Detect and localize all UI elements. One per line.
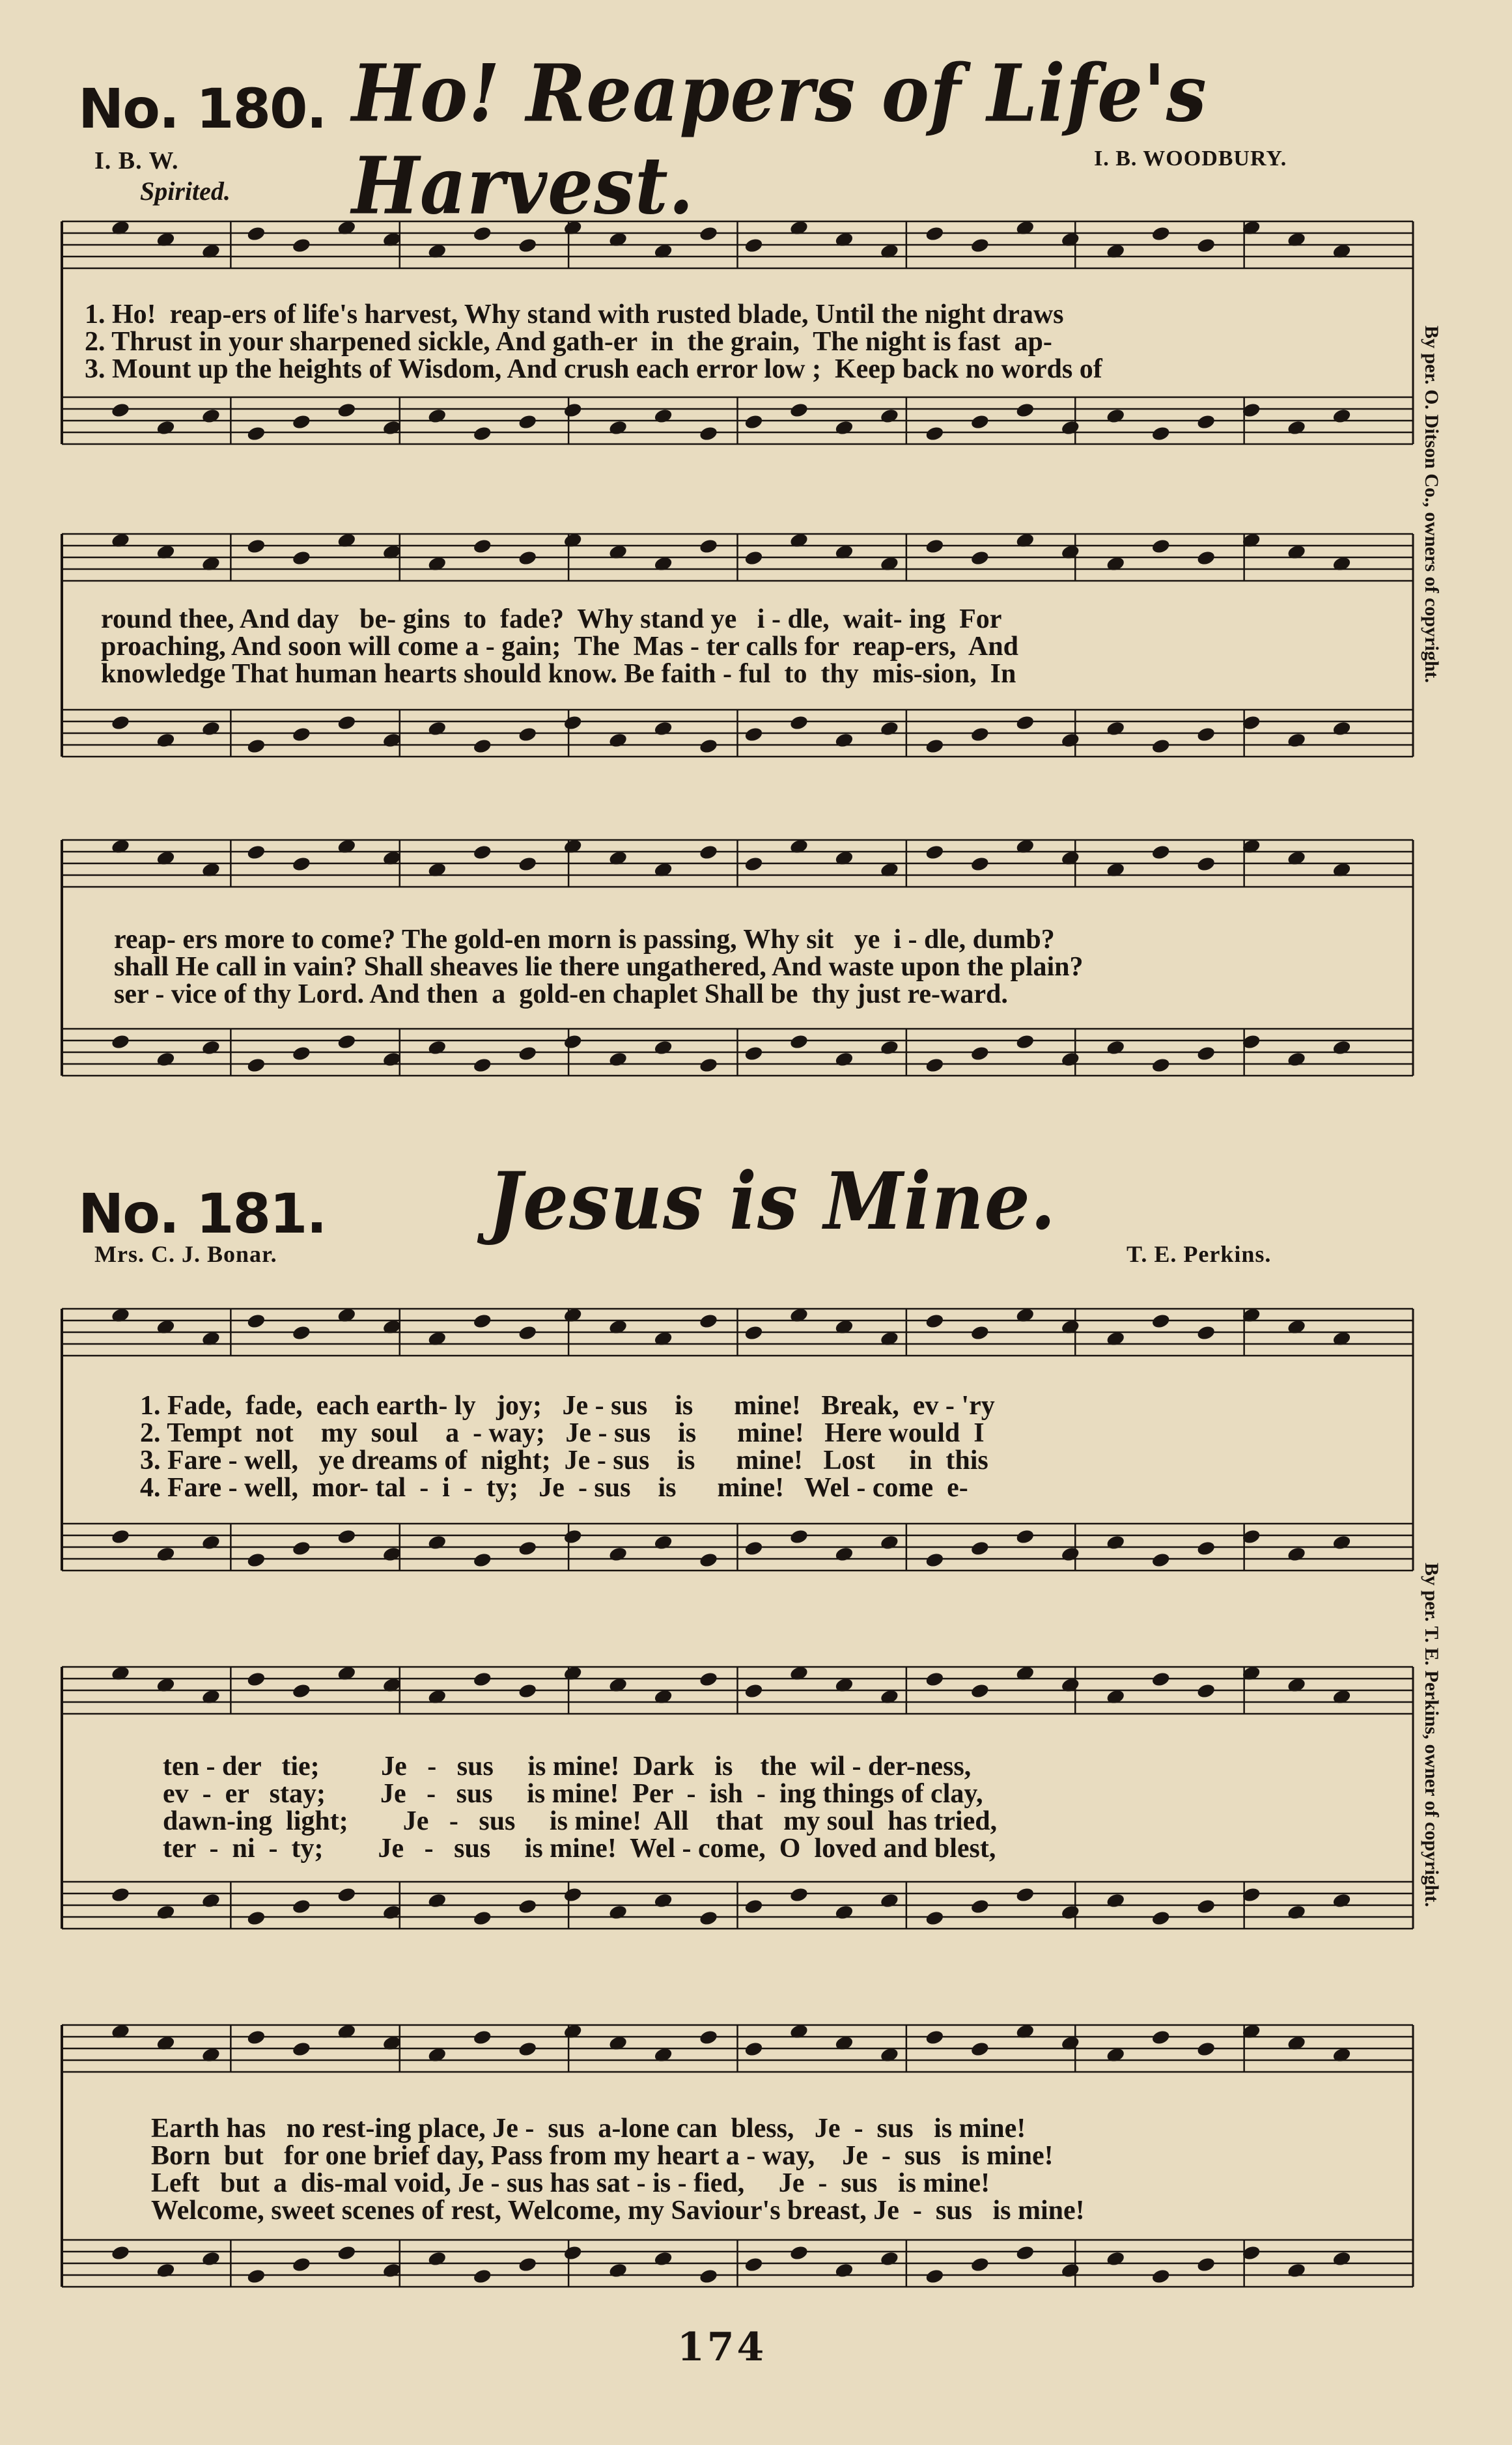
note-head [156, 2262, 176, 2279]
note-head [472, 1552, 492, 1569]
note-head [246, 225, 266, 242]
note-head [1196, 1540, 1216, 1557]
note-head [834, 419, 854, 436]
note-head [246, 425, 266, 442]
note-head [518, 2041, 538, 2058]
note-head [1151, 1057, 1171, 1074]
note-head [1060, 732, 1080, 749]
note-head [292, 550, 312, 566]
note-head [337, 714, 357, 731]
note-head [970, 1045, 990, 1062]
note-head [1196, 1898, 1216, 1915]
note-head [472, 425, 492, 442]
note-head [292, 2041, 312, 2058]
note-head [1196, 413, 1216, 430]
hymn-181-lyric-line: dawn-ing light; Je - sus is mine! All that my soul has tried, [163, 1806, 998, 1836]
note-head [970, 1898, 990, 1915]
note-head [382, 1051, 402, 1068]
note-head [1332, 720, 1352, 737]
note-head [292, 237, 312, 254]
note-head [292, 413, 312, 430]
note-head [337, 1033, 357, 1050]
note-head [563, 714, 583, 731]
note-head [1287, 1546, 1307, 1563]
note-head [201, 2250, 221, 2267]
note-head [246, 1552, 266, 1569]
note-head [472, 1910, 492, 1927]
note-head [699, 738, 719, 755]
note-head [1332, 1892, 1352, 1909]
note-head [246, 1313, 266, 1330]
note-head [201, 720, 221, 737]
note-head [789, 714, 809, 731]
hymn-180-lyricist: I. B. W. [94, 147, 179, 175]
note-head [156, 1546, 176, 1563]
note-head [925, 1910, 945, 1927]
note-head [1196, 1045, 1216, 1062]
note-head [1196, 2256, 1216, 2273]
note-head [337, 402, 357, 419]
note-head [1151, 738, 1171, 755]
note-head [337, 2244, 357, 2261]
note-head [880, 720, 900, 737]
hymn-180-tempo: Spirited. [140, 176, 231, 206]
note-head [925, 2029, 945, 2046]
hymn-181-title: Jesus is Mine. [488, 1154, 1056, 1248]
note-head [1196, 1324, 1216, 1341]
note-head [744, 237, 764, 254]
note-head [518, 2256, 538, 2273]
note-head [653, 1039, 673, 1056]
note-head [246, 844, 266, 861]
note-head [111, 1886, 131, 1903]
page-number: 174 [677, 2325, 767, 2370]
note-head [1151, 2029, 1171, 2046]
note-head [699, 844, 719, 861]
note-head [1060, 419, 1080, 436]
note-head [427, 2250, 447, 2267]
note-head [292, 726, 312, 743]
note-head [653, 408, 673, 425]
hymn-180-lyric-line: ser - vice of thy Lord. And then a gold-en chaplet Shall be thy just re-ward. [114, 979, 1008, 1009]
note-head [653, 1534, 673, 1551]
note-head [834, 2262, 854, 2279]
hymn-181-lyricist: Mrs. C. J. Bonar. [94, 1241, 277, 1267]
note-head [1287, 2262, 1307, 2279]
note-head [563, 402, 583, 419]
note-head [789, 2244, 809, 2261]
note-head [608, 2262, 628, 2279]
hymn-181-lyric-line: 3. Fare - well, ye dreams of night; Je - sus is mine! Lost in this [140, 1446, 988, 1475]
hymn-180-copyright: By per. O. Ditson Co., owners of copyright. [1421, 326, 1442, 683]
note-head [1106, 1892, 1126, 1909]
note-head [1106, 1039, 1126, 1056]
note-head [1151, 1671, 1171, 1688]
note-head [925, 1552, 945, 1569]
hymn-181-lyric-line: Left but a dis-mal void, Je - sus has sat - is - fied, Je - sus is mine! [151, 2168, 990, 2198]
hymn-181-lyric-line: ten - der tie; Je - sus is mine! Dark is the wil - der-ness, [163, 1752, 972, 1781]
hymn-181-lyric-line: ter - ni - ty; Je - sus is mine! Wel - come, O loved and blest, [163, 1834, 996, 1864]
note-head [970, 726, 990, 743]
note-head [472, 844, 492, 861]
note-head [472, 538, 492, 555]
hymn-180-composer: I. B. WOODBURY. [1094, 147, 1287, 171]
note-head [925, 1671, 945, 1688]
note-head [1196, 1683, 1216, 1699]
note-head [518, 1540, 538, 1557]
note-head [1196, 237, 1216, 254]
hymn-180-lyric-line: 1. Ho! reap-ers of life's harvest, Why stand with rusted blade, Until the night draws [85, 300, 1064, 329]
note-head [156, 419, 176, 436]
note-head [1332, 408, 1352, 425]
note-head [834, 1051, 854, 1068]
hymn-180-lyric-line: 3. Mount up the heights of Wisdom, And crush each error low ; Keep back no words of [85, 354, 1102, 384]
note-head [246, 1671, 266, 1688]
hymn-180-lyric-line: shall He call in vain? Shall sheaves lie there ungathered, And waste upon the plain? [114, 952, 1084, 982]
note-head [382, 732, 402, 749]
note-head [834, 1904, 854, 1921]
note-head [699, 1552, 719, 1569]
note-head [563, 1528, 583, 1545]
note-head [1151, 2268, 1171, 2285]
note-head [699, 1671, 719, 1688]
hymn-180-title: Ho! Reapers of Life's Harvest. [352, 47, 1207, 232]
hymn-180-lyric-line: 2. Thrust in your sharpened sickle, And gath-er in the grain, The night is fast ap- [85, 327, 1052, 357]
note-head [789, 1886, 809, 1903]
hymn-181-number: No. 181. [78, 1182, 326, 1246]
note-head [608, 1546, 628, 1563]
hymn-180-lyric-line: reap- ers more to come? The gold-en morn is passing, Why sit ye i - dle, dumb? [114, 925, 1055, 955]
note-head [744, 1324, 764, 1341]
note-head [925, 425, 945, 442]
note-head [1196, 2041, 1216, 2058]
note-head [382, 1904, 402, 1921]
note-head [880, 1039, 900, 1056]
note-head [427, 1534, 447, 1551]
note-head [156, 1904, 176, 1921]
note-head [382, 1546, 402, 1563]
note-head [518, 1898, 538, 1915]
note-head [970, 2256, 990, 2273]
note-head [111, 2244, 131, 2261]
note-head [880, 1534, 900, 1551]
note-head [518, 1324, 538, 1341]
note-head [880, 2250, 900, 2267]
note-head [1106, 720, 1126, 737]
note-head [201, 1534, 221, 1551]
note-head [563, 1033, 583, 1050]
note-head [925, 1313, 945, 1330]
note-head [111, 1033, 131, 1050]
note-head [156, 1051, 176, 1068]
hymn-181-lyric-line: 1. Fade, fade, each earth- ly joy; Je - sus is mine! Break, ev - 'ry [140, 1391, 995, 1421]
note-head [653, 2250, 673, 2267]
hymn-181-lyric-line: ev - er stay; Je - sus is mine! Per - ish - ing things of clay, [163, 1779, 983, 1809]
note-head [925, 844, 945, 861]
note-head [292, 2256, 312, 2273]
note-head [292, 1045, 312, 1062]
note-head [925, 2268, 945, 2285]
note-head [1196, 856, 1216, 873]
note-head [111, 1528, 131, 1545]
note-head [337, 1886, 357, 1903]
note-head [472, 1671, 492, 1688]
note-head [1151, 425, 1171, 442]
note-head [1060, 1546, 1080, 1563]
note-head [608, 732, 628, 749]
note-head [789, 1528, 809, 1545]
note-head [744, 1683, 764, 1699]
note-head [246, 538, 266, 555]
hymn-181-lyric-line: Welcome, sweet scenes of rest, Welcome, my Saviour's breast, Je - sus is mine! [151, 2196, 1085, 2226]
note-head [1287, 1051, 1307, 1068]
hymn-180-lyric-line: knowledge That human hearts should know. Be faith - ful to thy mis-sion, In [101, 659, 1016, 689]
hymn-181-copyright: By per. T. E. Perkins, owner of copyright. [1421, 1563, 1442, 1907]
note-head [292, 1324, 312, 1341]
note-head [472, 2268, 492, 2285]
note-head [1287, 732, 1307, 749]
note-head [834, 1546, 854, 1563]
note-head [608, 1051, 628, 1068]
hymn-180-lyric-line: round thee, And day be- gins to fade? Why stand ye i - dle, wait- ing For [101, 604, 1002, 634]
note-head [1015, 714, 1035, 731]
note-head [382, 2262, 402, 2279]
note-head [246, 2029, 266, 2046]
note-head [1287, 419, 1307, 436]
note-head [1106, 408, 1126, 425]
note-head [518, 1045, 538, 1062]
note-head [1015, 2244, 1035, 2261]
note-head [1151, 538, 1171, 555]
note-head [563, 1886, 583, 1903]
note-head [427, 1039, 447, 1056]
note-head [472, 1313, 492, 1330]
note-head [970, 1683, 990, 1699]
note-head [608, 1904, 628, 1921]
note-head [337, 1528, 357, 1545]
note-head [1151, 1313, 1171, 1330]
note-head [1015, 402, 1035, 419]
note-head [427, 408, 447, 425]
note-head [292, 1540, 312, 1557]
note-head [744, 2256, 764, 2273]
note-head [880, 408, 900, 425]
note-head [1106, 1534, 1126, 1551]
note-head [744, 550, 764, 566]
note-head [744, 1045, 764, 1062]
note-head [744, 1898, 764, 1915]
note-head [970, 413, 990, 430]
note-head [1106, 2250, 1126, 2267]
note-head [744, 1540, 764, 1557]
note-head [292, 1898, 312, 1915]
hymn-181-lyric-line: Earth has no rest-ing place, Je - sus a-lone can bless, Je - sus is mine! [151, 2114, 1026, 2144]
note-head [246, 1910, 266, 1927]
note-head [382, 419, 402, 436]
hymn-180-lyric-line: proaching, And soon will come a - gain; The Mas - ter calls for reap-ers, And [101, 632, 1018, 662]
note-head [156, 732, 176, 749]
note-head [699, 2029, 719, 2046]
note-head [970, 2041, 990, 2058]
note-head [925, 1057, 945, 1074]
note-head [699, 1910, 719, 1927]
note-head [246, 2268, 266, 2285]
note-head [1151, 1552, 1171, 1569]
note-head [1332, 1534, 1352, 1551]
note-head [518, 550, 538, 566]
note-head [970, 550, 990, 566]
note-head [970, 1540, 990, 1557]
note-head [1060, 1051, 1080, 1068]
hymn-180-number: No. 180. [78, 77, 326, 141]
note-head [1196, 726, 1216, 743]
note-head [970, 1324, 990, 1341]
note-head [1015, 1033, 1035, 1050]
note-head [518, 726, 538, 743]
note-head [925, 738, 945, 755]
note-head [1015, 1886, 1035, 1903]
hymn-181-lyric-line: 4. Fare - well, mor- tal - i - ty; Je - sus is mine! Wel - come e- [140, 1473, 968, 1503]
note-head [744, 856, 764, 873]
note-head [789, 1033, 809, 1050]
note-head [925, 538, 945, 555]
note-head [292, 1683, 312, 1699]
note-head [472, 2029, 492, 2046]
note-head [1332, 2250, 1352, 2267]
note-head [518, 856, 538, 873]
note-head [1332, 1039, 1352, 1056]
note-head [970, 856, 990, 873]
note-head [1151, 1910, 1171, 1927]
note-head [1060, 1904, 1080, 1921]
note-head [653, 720, 673, 737]
note-head [563, 2244, 583, 2261]
note-head [518, 413, 538, 430]
note-head [472, 1057, 492, 1074]
note-head [880, 1892, 900, 1909]
note-head [789, 402, 809, 419]
hymn-181-lyric-line: 2. Tempt not my soul a - way; Je - sus is mine! Here would I [140, 1418, 985, 1448]
note-head [427, 720, 447, 737]
note-head [834, 732, 854, 749]
hymn-181-lyric-line: Born but for one brief day, Pass from my heart a - way, Je - sus is mine! [151, 2141, 1054, 2171]
note-head [744, 726, 764, 743]
note-head [699, 1313, 719, 1330]
note-head [246, 738, 266, 755]
note-head [1015, 1528, 1035, 1545]
note-head [111, 714, 131, 731]
note-head [111, 402, 131, 419]
note-head [246, 1057, 266, 1074]
note-head [472, 738, 492, 755]
note-head [201, 1039, 221, 1056]
note-head [201, 408, 221, 425]
note-head [518, 237, 538, 254]
note-head [1060, 2262, 1080, 2279]
note-head [699, 2268, 719, 2285]
note-head [699, 425, 719, 442]
note-head [744, 2041, 764, 2058]
note-head [1287, 1904, 1307, 1921]
note-head [427, 1892, 447, 1909]
note-head [1196, 550, 1216, 566]
note-head [518, 1683, 538, 1699]
note-head [970, 237, 990, 254]
hymn-181-composer: T. E. Perkins. [1127, 1241, 1272, 1267]
note-head [201, 1892, 221, 1909]
note-head [608, 419, 628, 436]
note-head [744, 413, 764, 430]
note-head [1151, 844, 1171, 861]
note-head [699, 1057, 719, 1074]
note-head [653, 1892, 673, 1909]
note-head [292, 856, 312, 873]
note-head [699, 538, 719, 555]
